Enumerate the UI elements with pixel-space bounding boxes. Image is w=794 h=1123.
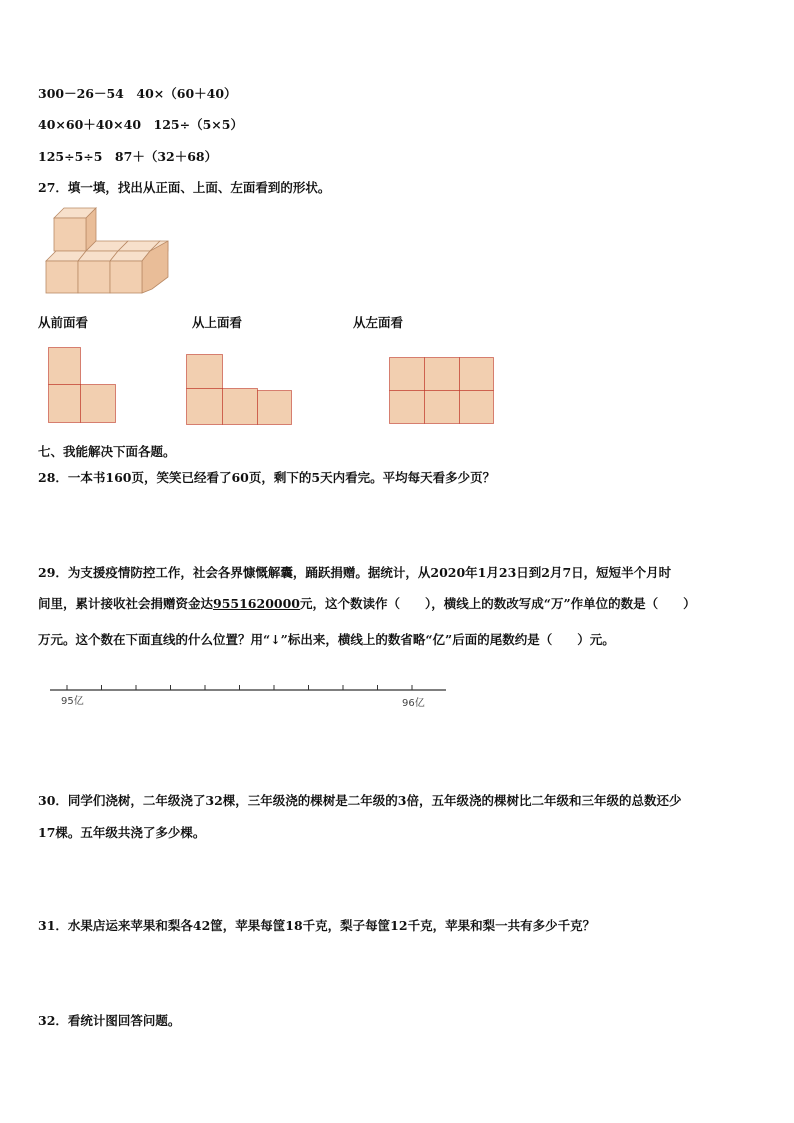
q31-text: 31．水果店运来苹果和梨各42筐，苹果每筐18千克，梨子每筐12千克，苹果和梨一共有多少千克？ (38, 918, 596, 933)
q28-text: 28．一本书160页，笑笑已经看了60页，剩下的5天内看完。平均每天看多少页？ (38, 470, 496, 485)
q29-line-3: 万元。这个数在下面直线的什么位置？用“↓”标出来，横线上的数省略“亿”后面的尾数约是（ ）元。 (38, 632, 615, 647)
q29-line-2: 间里，累计接收社会捐赠资金达9551620000元，这个数读作（ ），横线上的数改写成“万”作单位的数是（ ） (38, 596, 696, 611)
q27-text: 27．填一填，找出从正面、上面、左面看到的形状。 (38, 180, 331, 195)
axis-label-start: 95亿 (61, 696, 84, 707)
q29-line-1: 29．为支援疫情防控工作，社会各界慷慨解囊，踊跃捐赠。据统计，从2020年1月23日到2月7日，短短半个月时 (38, 565, 672, 580)
label-left-view: 从左面看 (353, 315, 404, 330)
q32-text: 32．看统计图回答问题。 (38, 1013, 181, 1028)
q30-line-1: 30．同学们浇树，二年级浇了32棵，三年级浇的棵树是二年级的3倍，五年级浇的棵树比二年级和三年级的总数还少 (38, 793, 682, 808)
axis-label-end: 96亿 (402, 698, 425, 709)
donation-amount: 9551620000 (213, 596, 300, 611)
calc-row-1: 300－26－54 40×（60＋40） (38, 86, 237, 101)
calc-row-2: 40×60＋40×40 125÷（5×5） (38, 117, 243, 132)
q30-line-2: 17棵。五年级共浇了多少棵。 (38, 825, 206, 840)
calc-row-3: 125÷5÷5 87＋（32＋68） (38, 149, 218, 164)
label-top-view: 从上面看 (192, 315, 243, 330)
section-7-heading: 七、我能解决下面各题。 (38, 444, 176, 459)
label-front-view: 从前面看 (38, 315, 89, 330)
